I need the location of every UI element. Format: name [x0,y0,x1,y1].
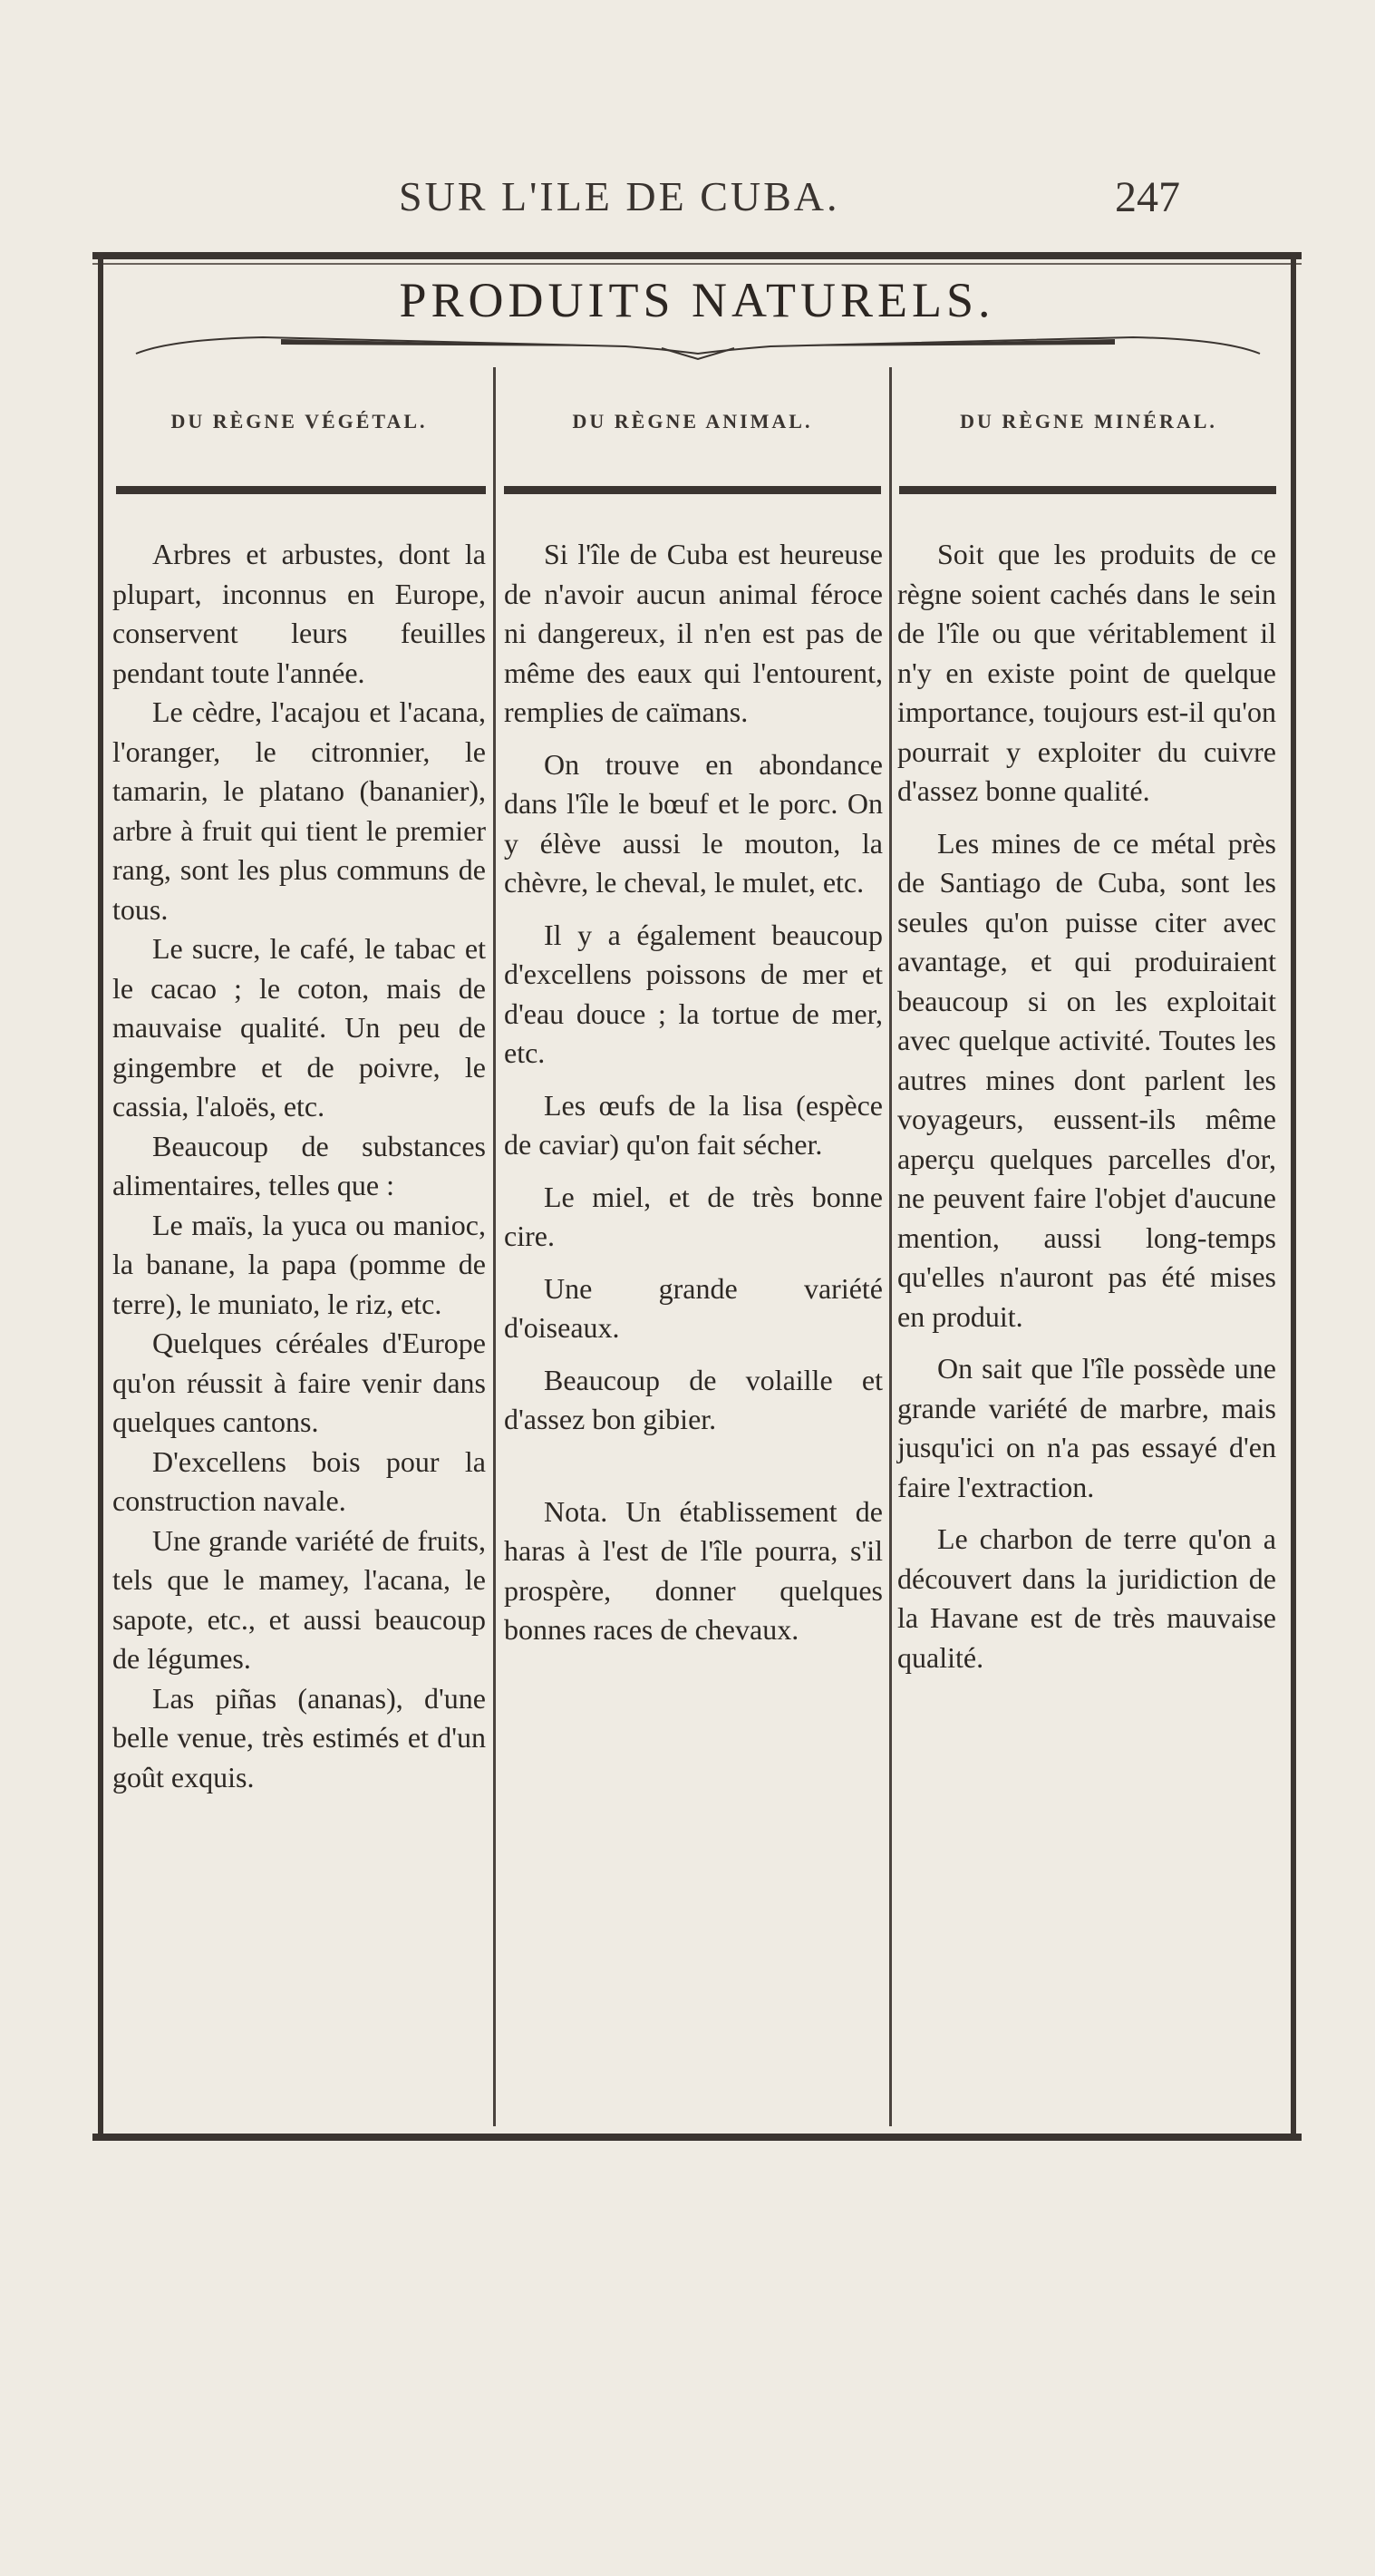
paragraph: Soit que les produits de ce règne soient cachés dans le sein de l'île ou que véritablement il n'y en existe point de quelque importance, toujours est-il qu'on pourrait y exploiter du cuivre d'assez bonne qualité. [897,538,1276,807]
column-mineral [897,535,1276,1677]
paragraph: On trouve en abondance dans l'île le bœuf et le porc. On y élève aussi le mouton, la chèvre, le cheval, le mulet, etc. [504,747,883,899]
table-title: PRODUITS NATURELS. [399,273,995,327]
paragraph: Le cèdre, l'acajou et l'acana, l'oranger, le citronnier, le tamarin, le platano (bananier), arbre à fruit qui tient le premier rang, sont les plus communs de tous. [112,695,486,926]
column-divider-2 [889,367,892,2126]
paragraph: On sait que l'île possède une grande variété de marbre, mais jusqu'ici on n'a pas essayé d'en faire l'extraction. [897,1352,1276,1503]
paragraph: Il y a également beaucoup d'excellens poissons de mer et d'eau douce ; la tortue de mer, etc. [504,918,883,1069]
table-bottom-rule [92,2134,1302,2141]
paragraph: Les œufs de la lisa (espèce de caviar) qu'on fait sécher. [504,1088,883,1161]
page-number: 247 [1115,173,1180,221]
paragraph: D'excellens bois pour la construction navale. [112,1444,486,1517]
paragraph: Beaucoup de volaille et d'assez bon gibier. [504,1363,883,1435]
paragraph: Quelques céréales d'Europe qu'on réussit à faire venir dans quelques cantons. [112,1327,486,1438]
paragraph: Si l'île de Cuba est heureuse de n'avoir aucun animal féroce ni dangereux, il n'en est pas de même des eaux qui l'entourent, remplies de caïmans. [504,538,883,728]
paragraph: Le sucre, le café, le tabac et le cacao ; le coton, mais de mauvaise qualité. Un peu de gingembre et de poivre, le cassia, l'aloës, etc. [112,932,486,1123]
paragraph: Les mines de ce métal près de Santiago de Cuba, sont les seules qu'on puisse citer avec avantage, et qui produiraient beaucoup si on les exploitait avec quelque activité. Toutes les autres mines dont parlent les voyageurs, eussent-ils même aperçu quelques parcelles d'or, ne peuvent faire l'objet d'aucune mention, aussi long-temps qu'elles n'auront pas été mises en produit. [897,826,1276,1333]
paragraph: Las piñas (ananas), d'une belle venue, très estimés et d'un goût exquis. [112,1681,486,1793]
column-divider-1 [493,367,496,2126]
paragraph: Une grande variété de fruits, tels que le mamey, l'acana, le sapote, etc., et aussi beaucoup de légumes. [112,1523,486,1675]
heading-rule-animal [504,486,881,494]
running-head [100,172,1224,227]
paragraph: Le miel, et de très bonne cire. [504,1180,883,1252]
nota-paragraph: Nota. Un établissement de haras à l'est de l'île pourra, s'il prospère, donner quelques bonnes races de chevaux. [504,1494,883,1646]
heading-animal: DU RÈGNE ANIMAL. [572,410,813,433]
heading-rule-mineral [899,486,1276,494]
running-title: SUR L'ILE DE CUBA. [399,173,840,219]
paragraph: Arbres et arbustes, dont la plupart, inconnus en Europe, conservent leurs feuilles pendant toute l'année. [112,538,486,689]
column-vegetal [112,535,486,1797]
paragraph: Beaucoup de substances alimentaires, telles que : [112,1129,486,1201]
heading-rule-vegetal [116,486,486,494]
paragraph: Une grande variété d'oiseaux. [504,1271,883,1344]
paragraph: Le charbon de terre qu'on a découvert dans la juridiction de la Havane est de très mauvaise qualité. [897,1522,1276,1674]
heading-mineral: DU RÈGNE MINÉRAL. [960,410,1217,433]
paragraph: Le maïs, la yuca ou manioc, la banane, la papa (pomme de terre), le muniato, le riz, etc. [112,1208,486,1320]
column-animal [504,535,883,1650]
heading-vegetal: DU RÈGNE VÉGÉTAL. [170,410,428,433]
title-ornament [118,326,1278,372]
